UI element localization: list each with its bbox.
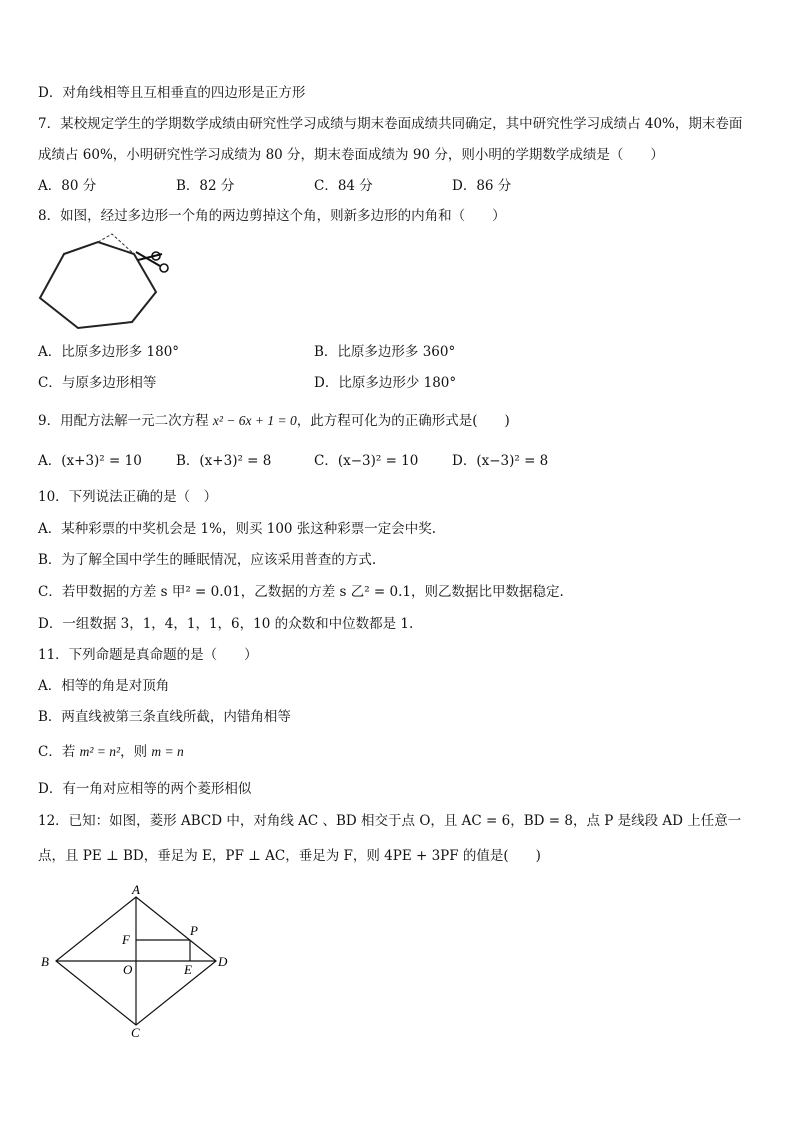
label-e: E: [184, 962, 192, 977]
q7-stem-line2: 成绩占 60%，小明研究性学习成绩为 80 分，期末卷面成绩为 90 分，则小明的学期数学成绩是（ ）: [38, 147, 664, 163]
q8-option-b: B．比原多边形多 360°: [314, 344, 456, 360]
q11-option-c-mid: ，则: [120, 744, 152, 760]
q11-option-a: A．相等的角是对顶角: [38, 678, 170, 694]
q9-option-c: C．(x−3)² = 10: [314, 453, 419, 469]
q9-option-d: D．(x−3)² = 8: [452, 453, 549, 469]
q12-rhombus-figure: [36, 880, 246, 1040]
q9-stem-post: ，此方程可化为的正确形式是( ): [296, 413, 510, 429]
label-a: A: [132, 882, 140, 897]
q7-option-b: B．82 分: [176, 178, 235, 194]
label-f: F: [122, 932, 130, 947]
q7-option-a: A．80 分: [38, 178, 97, 194]
q12-stem-line2: 点，且 PE ⊥ BD，垂足为 E，PF ⊥ AC，垂足为 F，则 4PE + 3PF 的值是( ): [38, 848, 541, 864]
q11-option-c-pre: C．若: [38, 744, 80, 760]
q8-option-d: D．比原多边形少 180°: [314, 375, 457, 391]
q11-option-c: [38, 743, 184, 761]
q7-stem-line1: 7．某校规定学生的学期数学成绩由研究性学习成绩与期末卷面成绩共同确定，其中研究性学习成绩占 40%，期末卷面: [38, 116, 743, 132]
q10-option-c: C．若甲数据的方差 s 甲² = 0.01，乙数据的方差 s 乙² = 0.1，则乙数据比甲数据稳定.: [38, 584, 564, 600]
q10-stem: 10．下列说法正确的是（ ）: [38, 489, 218, 505]
q11-option-d: D．有一角对应相等的两个菱形相似: [38, 781, 252, 797]
q12-stem-line1: 12．已知：如图，菱形 ABCD 中，对角线 AC 、BD 相交于点 O，且 AC = 6，BD = 8，点 P 是线段 AD 上任意一: [38, 813, 742, 829]
label-p: P: [190, 923, 198, 938]
q9-stem: [38, 412, 510, 430]
q8-option-c: C．与原多边形相等: [38, 375, 157, 391]
q11-option-b: B．两直线被第三条直线所截，内错角相等: [38, 709, 291, 725]
label-d: D: [218, 954, 228, 969]
heptagon-shape: [40, 242, 156, 328]
q10-option-b: B．为了解全国中学生的睡眠情况，应该采用普查的方式.: [38, 552, 377, 568]
q11-option-c-eq2: m = n: [151, 744, 184, 759]
q11-stem: 11．下列命题是真命题的是（ ）: [38, 647, 258, 663]
q10-option-d: D．一组数据 3，1，4，1，1，6，10 的众数和中位数都是 1.: [38, 616, 414, 632]
label-o: O: [123, 962, 133, 977]
q8-polygon-figure: [36, 232, 176, 334]
q10-option-a: A．某种彩票的中奖机会是 1%，则买 100 张这种彩票一定会中奖.: [38, 521, 437, 537]
q8-stem: 8．如图，经过多边形一个角的两边剪掉这个角，则新多边形的内角和（ ）: [38, 208, 506, 224]
q8-option-a: A．比原多边形多 180°: [38, 344, 180, 360]
label-b: B: [41, 954, 49, 969]
q11-option-c-eq1: m² = n²: [79, 744, 121, 759]
q7-option-d: D．86 分: [452, 178, 512, 194]
label-c: C: [131, 1025, 140, 1040]
q7-option-c: C．84 分: [314, 178, 373, 194]
q6-option-d: D．对角线相等且互相垂直的四边形是正方形: [38, 85, 306, 101]
q9-equation: x² − 6x + 1 = 0: [212, 413, 297, 428]
q9-option-b: B．(x+3)² = 8: [176, 453, 272, 469]
q9-stem-pre: 9．用配方法解一元二次方程: [38, 413, 213, 429]
q9-option-a: A．(x+3)² = 10: [38, 453, 142, 469]
scissors-icon: [136, 252, 168, 272]
